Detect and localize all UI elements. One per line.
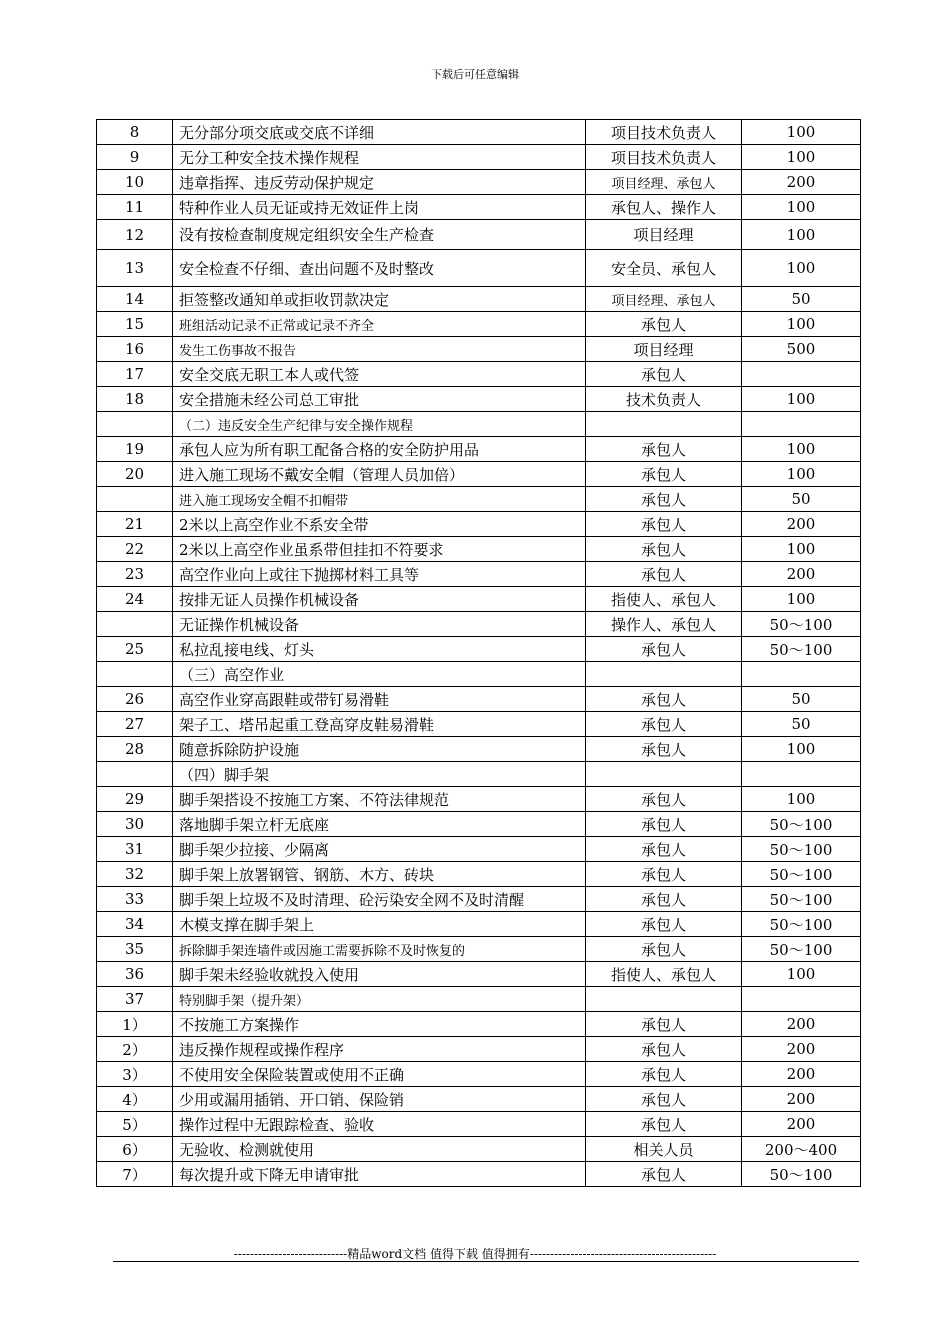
row-item: 违反操作规程或操作程序 xyxy=(173,1037,586,1062)
row-item: 木模支撑在脚手架上 xyxy=(173,912,586,937)
table-row xyxy=(97,587,861,612)
table-row xyxy=(97,362,861,387)
row-fine: 100 xyxy=(742,387,861,412)
row-number: 6） xyxy=(97,1137,173,1162)
row-number: 27 xyxy=(97,712,173,737)
row-person: 指使人、承包人 xyxy=(586,587,742,612)
row-fine: 50～100 xyxy=(742,1162,861,1187)
row-item: 无证操作机械设备 xyxy=(173,612,586,637)
row-fine: 100 xyxy=(742,250,861,287)
row-fine: 50 xyxy=(742,287,861,312)
row-item: （二）违反安全生产纪律与安全操作规程 xyxy=(173,412,586,437)
row-fine: 200 xyxy=(742,1037,861,1062)
row-item: 随意拆除防护设施 xyxy=(173,737,586,762)
row-number: 28 xyxy=(97,737,173,762)
row-number: 37 xyxy=(97,987,173,1012)
row-item: 发生工伤事故不报告 xyxy=(173,337,586,362)
row-fine: 50～100 xyxy=(742,862,861,887)
row-person: 操作人、承包人 xyxy=(586,612,742,637)
table-row xyxy=(97,787,861,812)
row-fine: 200 xyxy=(742,1012,861,1037)
table-row xyxy=(97,195,861,220)
row-person: 承包人 xyxy=(586,362,742,387)
row-person: 承包人 xyxy=(586,812,742,837)
table-row xyxy=(97,1062,861,1087)
row-item: 拆除脚手架连墙件或因施工需要拆除不及时恢复的 xyxy=(173,937,586,962)
row-item: 高空作业向上或往下抛掷材料工具等 xyxy=(173,562,586,587)
row-number: 9 xyxy=(97,145,173,170)
row-person: 项目技术负责人 xyxy=(586,120,742,145)
table-row xyxy=(97,387,861,412)
table-row xyxy=(97,1037,861,1062)
row-person xyxy=(586,662,742,687)
row-number: 19 xyxy=(97,437,173,462)
row-fine: 100 xyxy=(742,787,861,812)
row-person xyxy=(586,412,742,437)
row-item: 2米以上高空作业虽系带但挂扣不符要求 xyxy=(173,537,586,562)
row-fine: 200 xyxy=(742,1062,861,1087)
row-item: 拒签整改通知单或拒收罚款决定 xyxy=(173,287,586,312)
row-fine: 100 xyxy=(742,145,861,170)
row-number: 18 xyxy=(97,387,173,412)
row-person xyxy=(586,762,742,787)
row-fine xyxy=(742,412,861,437)
row-person: 项目经理 xyxy=(586,220,742,250)
table-row xyxy=(97,962,861,987)
row-person: 承包人 xyxy=(586,637,742,662)
row-item: 安全交底无职工本人或代签 xyxy=(173,362,586,387)
row-fine: 50 xyxy=(742,712,861,737)
row-number: 2） xyxy=(97,1037,173,1062)
row-item: 特别脚手架（提升架） xyxy=(173,987,586,1012)
table-row xyxy=(97,312,861,337)
table-row xyxy=(97,937,861,962)
row-number: 8 xyxy=(97,120,173,145)
table-row xyxy=(97,337,861,362)
row-person: 承包人 xyxy=(586,737,742,762)
row-item: 每次提升或下降无申请审批 xyxy=(173,1162,586,1187)
row-person: 承包人 xyxy=(586,862,742,887)
row-number: 13 xyxy=(97,250,173,287)
table-row xyxy=(97,1162,861,1187)
row-person: 承包人 xyxy=(586,562,742,587)
table-row xyxy=(97,170,861,195)
row-number: 14 xyxy=(97,287,173,312)
row-person: 承包人 xyxy=(586,512,742,537)
row-person: 安全员、承包人 xyxy=(586,250,742,287)
row-number: 32 xyxy=(97,862,173,887)
row-number: 16 xyxy=(97,337,173,362)
row-item: （三）高空作业 xyxy=(173,662,586,687)
row-person: 项目经理 xyxy=(586,337,742,362)
row-item: 无分部分项交底或交底不详细 xyxy=(173,120,586,145)
row-item: 按排无证人员操作机械设备 xyxy=(173,587,586,612)
row-number: 20 xyxy=(97,462,173,487)
row-fine: 200 xyxy=(742,1112,861,1137)
row-item: 操作过程中无跟踪检查、验收 xyxy=(173,1112,586,1137)
row-fine: 100 xyxy=(742,737,861,762)
row-fine: 50 xyxy=(742,687,861,712)
row-fine xyxy=(742,362,861,387)
row-number: 33 xyxy=(97,887,173,912)
table-row xyxy=(97,512,861,537)
row-person: 承包人 xyxy=(586,837,742,862)
row-item: 少用或漏用插销、开口销、保险销 xyxy=(173,1087,586,1112)
row-fine: 50～100 xyxy=(742,612,861,637)
page-footer: ----------------------------精品word文档 值得下载 值得拥有---------------------------------------------- xyxy=(233,1247,717,1261)
table-row xyxy=(97,120,861,145)
table-row xyxy=(97,537,861,562)
table-row xyxy=(97,287,861,312)
row-person: 承包人 xyxy=(586,1037,742,1062)
row-fine xyxy=(742,987,861,1012)
row-number: 21 xyxy=(97,512,173,537)
row-person: 承包人 xyxy=(586,312,742,337)
row-item: 不按施工方案操作 xyxy=(173,1012,586,1037)
row-item: 脚手架上放署钢管、钢筋、木方、砖块 xyxy=(173,862,586,887)
row-fine: 50～100 xyxy=(742,837,861,862)
table-row xyxy=(97,887,861,912)
row-fine: 100 xyxy=(742,962,861,987)
row-person: 承包人 xyxy=(586,1012,742,1037)
row-person: 相关人员 xyxy=(586,1137,742,1162)
row-item: （四）脚手架 xyxy=(173,762,586,787)
row-fine: 200～400 xyxy=(742,1137,861,1162)
table-row xyxy=(97,812,861,837)
table-row xyxy=(97,462,861,487)
row-person: 承包人、操作人 xyxy=(586,195,742,220)
row-item: 特种作业人员无证或持无效证件上岗 xyxy=(173,195,586,220)
row-number: 23 xyxy=(97,562,173,587)
row-person: 承包人 xyxy=(586,712,742,737)
table-row xyxy=(97,437,861,462)
row-number: 29 xyxy=(97,787,173,812)
row-item: 架子工、塔吊起重工登高穿皮鞋易滑鞋 xyxy=(173,712,586,737)
row-item: 无验收、检测就使用 xyxy=(173,1137,586,1162)
row-person: 承包人 xyxy=(586,887,742,912)
row-person: 项目经理、承包人 xyxy=(586,170,742,195)
row-person: 承包人 xyxy=(586,1112,742,1137)
table-row xyxy=(97,145,861,170)
row-fine: 100 xyxy=(742,195,861,220)
table-row xyxy=(97,1137,861,1162)
table-row xyxy=(97,412,861,437)
row-item: 脚手架上垃圾不及时清理、砼污染安全网不及时清醒 xyxy=(173,887,586,912)
table-row xyxy=(97,862,861,887)
row-item: 安全措施未经公司总工审批 xyxy=(173,387,586,412)
row-item: 落地脚手架立杆无底座 xyxy=(173,812,586,837)
row-item: 2米以上高空作业不系安全带 xyxy=(173,512,586,537)
row-fine: 200 xyxy=(742,170,861,195)
row-person: 承包人 xyxy=(586,1162,742,1187)
row-fine: 50～100 xyxy=(742,812,861,837)
row-fine: 50～100 xyxy=(742,637,861,662)
row-person: 承包人 xyxy=(586,437,742,462)
row-number: 26 xyxy=(97,687,173,712)
row-fine: 500 xyxy=(742,337,861,362)
row-person: 项目经理、承包人 xyxy=(586,287,742,312)
row-item: 脚手架搭设不按施工方案、不符法律规范 xyxy=(173,787,586,812)
row-item: 没有按检查制度规定组织安全生产检查 xyxy=(173,220,586,250)
table-row xyxy=(97,837,861,862)
row-number xyxy=(97,487,173,512)
row-fine xyxy=(742,662,861,687)
table-row xyxy=(97,687,861,712)
row-fine: 200 xyxy=(742,562,861,587)
table-row xyxy=(97,250,861,287)
table-row xyxy=(97,662,861,687)
row-number: 35 xyxy=(97,937,173,962)
row-number: 11 xyxy=(97,195,173,220)
row-item: 进入施工现场安全帽不扣帽带 xyxy=(173,487,586,512)
table-row xyxy=(97,562,861,587)
row-person: 承包人 xyxy=(586,1087,742,1112)
table-row xyxy=(97,220,861,250)
row-number: 1） xyxy=(97,1012,173,1037)
row-fine: 50～100 xyxy=(742,937,861,962)
row-number: 36 xyxy=(97,962,173,987)
table-row xyxy=(97,737,861,762)
row-fine: 100 xyxy=(742,462,861,487)
table-row xyxy=(97,912,861,937)
row-fine: 100 xyxy=(742,437,861,462)
row-fine: 50～100 xyxy=(742,912,861,937)
row-number: 10 xyxy=(97,170,173,195)
page-header: 下载后可任意编辑 xyxy=(431,68,519,81)
row-item: 不使用安全保险装置或使用不正确 xyxy=(173,1062,586,1087)
table-row xyxy=(97,1112,861,1137)
row-fine: 100 xyxy=(742,220,861,250)
row-fine: 100 xyxy=(742,587,861,612)
row-person: 承包人 xyxy=(586,937,742,962)
row-person: 承包人 xyxy=(586,462,742,487)
row-person xyxy=(586,987,742,1012)
row-number: 30 xyxy=(97,812,173,837)
row-person: 承包人 xyxy=(586,1062,742,1087)
table-row xyxy=(97,1012,861,1037)
table-row xyxy=(97,762,861,787)
row-number: 15 xyxy=(97,312,173,337)
row-item: 脚手架少拉接、少隔离 xyxy=(173,837,586,862)
table-row xyxy=(97,1087,861,1112)
row-number xyxy=(97,612,173,637)
row-number: 17 xyxy=(97,362,173,387)
row-fine: 100 xyxy=(742,312,861,337)
row-number: 24 xyxy=(97,587,173,612)
row-number: 5） xyxy=(97,1112,173,1137)
penalty-table xyxy=(96,119,861,1187)
table-row xyxy=(97,712,861,737)
row-fine: 100 xyxy=(742,120,861,145)
table-row xyxy=(97,487,861,512)
row-item: 安全检查不仔细、查出问题不及时整改 xyxy=(173,250,586,287)
row-number: 3） xyxy=(97,1062,173,1087)
row-person: 承包人 xyxy=(586,687,742,712)
row-number: 31 xyxy=(97,837,173,862)
row-fine: 200 xyxy=(742,1087,861,1112)
row-item: 高空作业穿高跟鞋或带钉易滑鞋 xyxy=(173,687,586,712)
row-fine: 200 xyxy=(742,512,861,537)
row-person: 指使人、承包人 xyxy=(586,962,742,987)
row-number: 22 xyxy=(97,537,173,562)
row-number xyxy=(97,762,173,787)
table-row xyxy=(97,637,861,662)
row-item: 私拉乱接电线、灯头 xyxy=(173,637,586,662)
row-person: 承包人 xyxy=(586,487,742,512)
row-item: 脚手架未经验收就投入使用 xyxy=(173,962,586,987)
row-number: 7） xyxy=(97,1162,173,1187)
row-number: 34 xyxy=(97,912,173,937)
row-number xyxy=(97,662,173,687)
row-number: 12 xyxy=(97,220,173,250)
row-fine xyxy=(742,762,861,787)
row-item: 班组活动记录不正常或记录不齐全 xyxy=(173,312,586,337)
table-row xyxy=(97,987,861,1012)
row-item: 进入施工现场不戴安全帽（管理人员加倍） xyxy=(173,462,586,487)
row-item: 无分工种安全技术操作规程 xyxy=(173,145,586,170)
row-person: 技术负责人 xyxy=(586,387,742,412)
row-item: 违章指挥、违反劳动保护规定 xyxy=(173,170,586,195)
row-number xyxy=(97,412,173,437)
row-fine: 50 xyxy=(742,487,861,512)
row-fine: 100 xyxy=(742,537,861,562)
row-person: 承包人 xyxy=(586,537,742,562)
footer-divider xyxy=(113,1261,859,1262)
row-number: 25 xyxy=(97,637,173,662)
row-person: 承包人 xyxy=(586,787,742,812)
penalty-table-body xyxy=(97,120,861,1187)
row-fine: 50～100 xyxy=(742,887,861,912)
row-person: 项目技术负责人 xyxy=(586,145,742,170)
row-person: 承包人 xyxy=(586,912,742,937)
row-item: 承包人应为所有职工配备合格的安全防护用品 xyxy=(173,437,586,462)
row-number: 4） xyxy=(97,1087,173,1112)
table-row xyxy=(97,612,861,637)
